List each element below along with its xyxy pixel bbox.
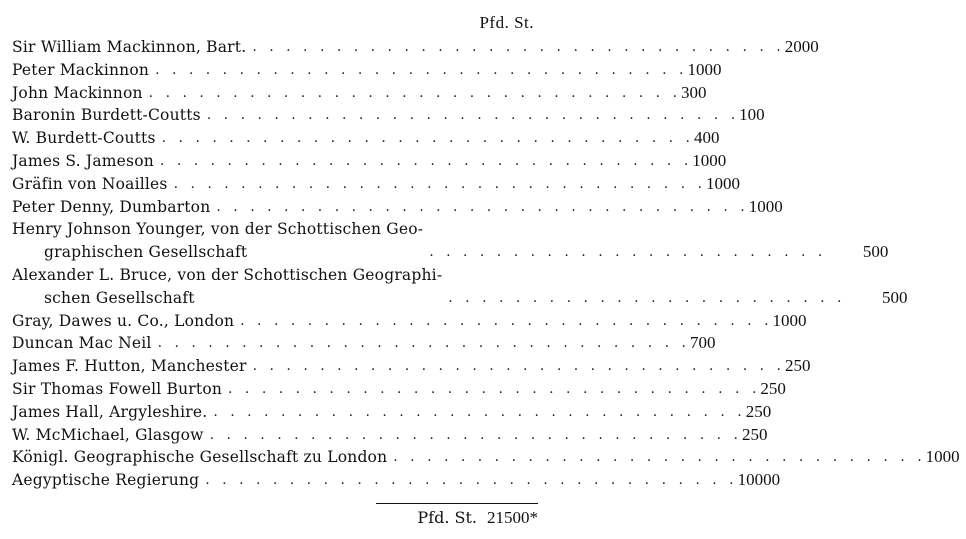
amount: 100 [739, 105, 765, 125]
name-line-continued: schen Gesellschaft [44, 288, 195, 307]
amount-cell [423, 218, 894, 264]
leader-dots: . . . . . . . . . . . . . . . . . . . . . . . . . . . . . . . . [252, 39, 785, 55]
contributor-name [12, 264, 442, 310]
name-line: Alexander L. Bruce, von der Schottischen Geographi- [12, 265, 443, 284]
leader-dots: . . . . . . . . . . . . . . . . . . . . . . . . [429, 244, 827, 261]
amount: 500 [862, 242, 889, 262]
amount: 1000 [925, 447, 960, 467]
list-item [12, 355, 811, 378]
contributor-name: Königl. Geographische Gesellschaft zu London [12, 448, 388, 467]
list-item [12, 59, 722, 82]
leader-dots: . . . . . . . . . . . . . . . . . . . . . . . . . . . . . . . . [216, 198, 749, 215]
list-item [12, 104, 765, 127]
contributor-name: W. McMichael, Glasgow [12, 425, 204, 444]
list-item [12, 173, 740, 196]
amount: 300 [681, 82, 707, 102]
leader-dots: . . . . . . . . . . . . . . . . . . . . . . . . . . . . . . . . [240, 312, 773, 329]
leader-dots: . . . . . . . . . . . . . . . . . . . . . . . . . . . . . . . . [161, 130, 695, 147]
contributor-name: Peter Denny, Dumbarton [12, 197, 211, 216]
list-item [12, 36, 819, 59]
contributor-name: Sir Thomas Fowell Burton [12, 379, 223, 398]
list-item [12, 82, 707, 105]
amount: 400 [694, 128, 720, 148]
leader-dots: . . . . . . . . . . . . . . . . . . . . . . . . . . . . . . . . [252, 358, 785, 375]
contributor-name: James F. Hutton, Manchester [12, 357, 247, 376]
amount-cell [442, 264, 913, 310]
contributor-name: James Hall, Argyleshire. [12, 402, 208, 421]
list-item [12, 218, 889, 264]
contributor-name: James S. Jameson [12, 151, 154, 170]
amount: 250 [741, 424, 768, 444]
list-item [12, 196, 783, 219]
leader-dots: . . . . . . . . . . . . . . . . . . . . . . . . . . . . . . . . [159, 152, 693, 169]
list-item [12, 446, 960, 469]
amount: 500 [881, 287, 908, 307]
contributor-name: John Mackinnon [12, 83, 143, 102]
unit-label: Pfd. St. [479, 13, 534, 32]
amount: 1000 [772, 310, 807, 330]
contributor-name [12, 218, 423, 264]
leader-dots: . . . . . . . . . . . . . . . . . . . . . . . . . . . . . . . . [155, 61, 688, 78]
contributor-name: Baronin Burdett-Coutts [12, 106, 201, 125]
amount: 1000 [692, 150, 727, 170]
contributor-name: Gräfin von Noailles [12, 174, 168, 193]
amount: 1000 [687, 59, 722, 79]
leader-dots: . . . . . . . . . . . . . . . . . . . . . . . . . . . . . . . . [209, 426, 742, 443]
leader-dots: . . . . . . . . . . . . . . . . . . . . . . . . . . . . . . . . [157, 335, 690, 352]
leader-dots: . . . . . . . . . . . . . . . . . . . . . . . . . . . . . . . . [173, 175, 706, 192]
name-line: Henry Johnson Younger, von der Schottischen Geo- [12, 220, 424, 239]
contributor-name: Aegyptische Regierung [12, 471, 200, 490]
leader-dots: . . . . . . . . . . . . . . . . . . . . . . . . [448, 289, 846, 306]
column-header [12, 10, 540, 36]
amount: 250 [745, 401, 772, 421]
amount: 2000 [784, 37, 819, 56]
leader-dots: . . . . . . . . . . . . . . . . . . . . . . . . . . . . . . . . [206, 107, 740, 124]
list-item [12, 332, 716, 355]
total-row [376, 503, 538, 528]
list-item [12, 469, 781, 492]
leader-dots: . . . . . . . . . . . . . . . . . . . . . . . . . . . . . . . . [205, 472, 738, 489]
total-amount: 21500* [487, 508, 538, 527]
amount: 250 [785, 356, 811, 376]
list-item [12, 310, 807, 333]
list-item [12, 264, 908, 310]
amount: 1000 [705, 173, 740, 193]
contributor-name: W. Burdett-Coutts [12, 129, 156, 148]
leader-dots: . . . . . . . . . . . . . . . . . . . . . . . . . . . . . . . . [148, 84, 682, 101]
amount: 700 [689, 333, 716, 353]
leader-dots: . . . . . . . . . . . . . . . . . . . . . . . . . . . . . . . . [393, 449, 926, 466]
total-label: Pfd. St. [417, 508, 477, 527]
leader-dots: . . . . . . . . . . . . . . . . . . . . . . . . . . . . . . . . [228, 380, 761, 397]
contributor-name: Sir William Mackinnon, Bart. [12, 38, 247, 56]
list-item [12, 401, 772, 424]
amount: 250 [760, 378, 786, 398]
contributor-name: Gray, Dawes u. Co., London [12, 311, 235, 330]
contributor-name: Duncan Mac Neil [12, 334, 152, 353]
leader-dots: . . . . . . . . . . . . . . . . . . . . . . . . . . . . . . . . [213, 403, 746, 420]
name-line-continued: graphischen Gesellschaft [44, 243, 248, 262]
list-item [12, 150, 727, 173]
subscription-list [12, 10, 960, 492]
amount: 10000 [737, 470, 781, 490]
list-item [12, 127, 720, 150]
amount: 1000 [748, 196, 783, 216]
list-item [12, 378, 786, 401]
list-item [12, 424, 768, 447]
contributor-name: Peter Mackinnon [12, 60, 150, 79]
